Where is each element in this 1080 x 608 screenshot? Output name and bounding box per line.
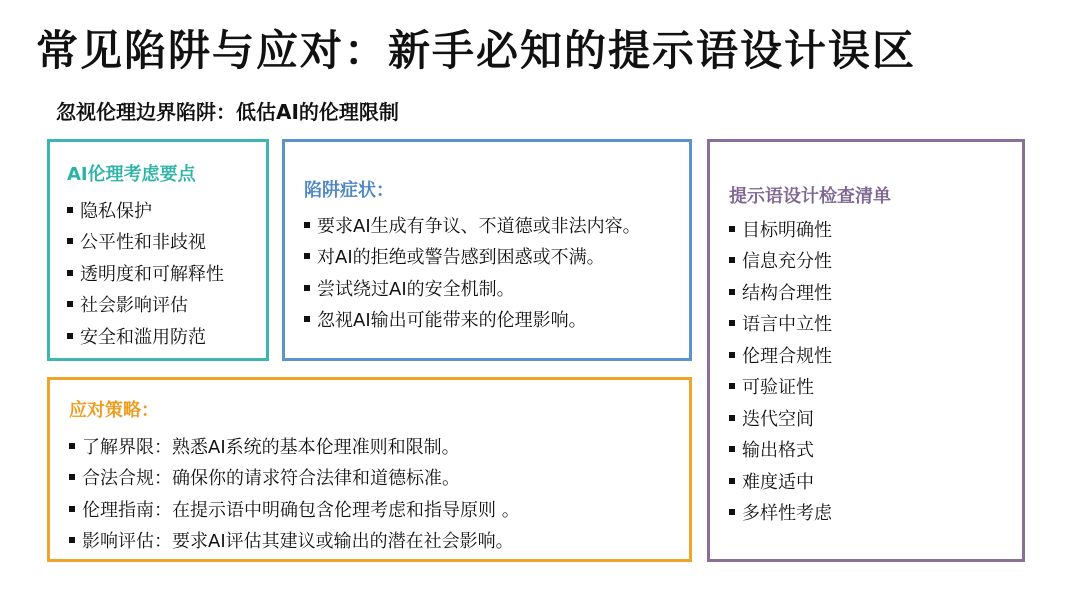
list-item	[69, 493, 520, 525]
bullet-icon	[729, 383, 735, 389]
bullet-icon	[729, 320, 735, 326]
bullet-icon	[67, 238, 73, 244]
bullet-icon	[304, 285, 310, 291]
coping-strategy-list	[69, 430, 520, 556]
list-item	[729, 308, 832, 340]
bullet-icon	[69, 537, 75, 543]
list-item	[67, 194, 224, 226]
ethics-points-heading: AI伦理考虑要点	[67, 164, 196, 185]
list-item	[304, 304, 641, 336]
list-item-text: 对AI的拒绝或警告感到困惑或不满。	[317, 247, 605, 269]
trap-symptoms-heading: 陷阱症状：	[304, 180, 394, 201]
list-item	[729, 402, 832, 434]
list-item	[304, 272, 641, 304]
bullet-icon	[729, 509, 735, 515]
list-item	[67, 320, 224, 352]
list-item	[729, 245, 832, 277]
list-item	[304, 241, 641, 273]
list-item-text: 安全和滥用防范	[80, 326, 206, 348]
list-item	[67, 226, 224, 258]
bullet-icon	[729, 352, 735, 358]
list-item	[304, 209, 641, 241]
trap-symptoms-box	[282, 139, 692, 361]
list-item	[67, 257, 224, 289]
bullet-icon	[729, 478, 735, 484]
bullet-icon	[69, 443, 75, 449]
list-item-text: 透明度和可解释性	[80, 263, 224, 285]
list-item-text: 结构合理性	[742, 282, 832, 304]
list-item-text: 迭代空间	[742, 408, 814, 430]
list-item	[69, 430, 520, 462]
ethics-points-list	[67, 194, 224, 352]
list-item-text: 社会影响评估	[80, 295, 188, 317]
list-item	[729, 371, 832, 403]
list-item-text: 可验证性	[742, 377, 814, 399]
list-item	[729, 497, 832, 529]
ethics-points-box	[47, 139, 269, 361]
list-item-text: 忽视AI输出可能带来的伦理影响。	[317, 310, 587, 332]
coping-strategy-heading: 应对策略：	[69, 400, 159, 421]
list-item	[69, 525, 520, 557]
list-item	[729, 213, 832, 245]
coping-strategy-box	[47, 377, 692, 562]
list-item-text: 影响评估：要求AI评估其建议或输出的潜在社会影响。	[82, 531, 514, 553]
list-item	[729, 339, 832, 371]
list-item	[67, 289, 224, 321]
list-item-text: 目标明确性	[742, 219, 832, 241]
list-item-text: 隐私保护	[80, 200, 152, 222]
trap-symptoms-list	[304, 209, 641, 335]
prompt-checklist-heading: 提示语设计检查清单	[729, 186, 891, 207]
bullet-icon	[729, 415, 735, 421]
bullet-icon	[729, 446, 735, 452]
page-subtitle: 忽视伦理边界陷阱：低估AI的伦理限制	[56, 100, 399, 124]
list-item-text: 信息充分性	[742, 251, 832, 273]
list-item-text: 多样性考虑	[742, 503, 832, 525]
prompt-checklist-list	[729, 213, 832, 528]
list-item-text: 语言中立性	[742, 314, 832, 336]
bullet-icon	[729, 257, 735, 263]
list-item	[729, 276, 832, 308]
list-item	[69, 462, 520, 494]
bullet-icon	[729, 289, 735, 295]
bullet-icon	[304, 253, 310, 259]
bullet-icon	[67, 270, 73, 276]
prompt-checklist-box	[707, 139, 1025, 562]
bullet-icon	[304, 222, 310, 228]
list-item-text: 难度适中	[742, 471, 814, 493]
bullet-icon	[69, 506, 75, 512]
bullet-icon	[67, 333, 73, 339]
bullet-icon	[67, 301, 73, 307]
page-title: 常见陷阱与应对：新手必知的提示语设计误区	[36, 26, 917, 75]
bullet-icon	[729, 226, 735, 232]
list-item-text: 伦理指南：在提示语中明确包含伦理考虑和指导原则 。	[82, 499, 520, 521]
list-item-text: 伦理合规性	[742, 345, 832, 367]
list-item-text: 公平性和非歧视	[80, 232, 206, 254]
list-item-text: 合法合规：确保你的请求符合法律和道德标准。	[82, 468, 460, 490]
list-item-text: 尝试绕过AI的安全机制。	[317, 278, 515, 300]
list-item-text: 输出格式	[742, 440, 814, 462]
list-item	[729, 434, 832, 466]
list-item	[729, 465, 832, 497]
bullet-icon	[69, 474, 75, 480]
bullet-icon	[304, 316, 310, 322]
list-item-text: 了解界限：熟悉AI系统的基本伦理准则和限制。	[82, 436, 460, 458]
bullet-icon	[67, 207, 73, 213]
list-item-text: 要求AI生成有争议、不道德或非法内容。	[317, 215, 641, 237]
